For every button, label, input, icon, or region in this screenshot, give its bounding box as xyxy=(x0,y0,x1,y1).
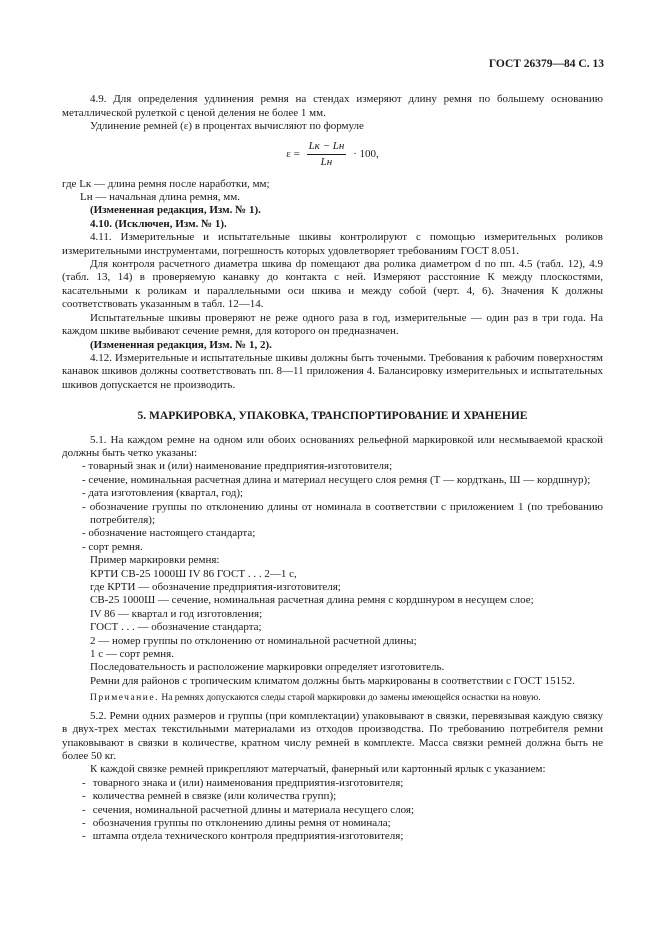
formula-definition-2: Lн — начальная длина ремня, мм. xyxy=(80,191,240,204)
clause-4-12: 4.12. Измерительные и испытательные шкивы должны быть точеными. Требования к рабочим поверхностям канавок шкивов должны соответствовать пп. 8—11 приложения 4. Балансировку измерительных и испытательных шкивов допускается не производить. xyxy=(62,351,603,391)
example-line: Пример маркировки ремня: xyxy=(90,554,220,567)
formula-numerator: Lк − Lн xyxy=(307,140,347,155)
clause-4-9: 4.9. Для определения удлинения ремня на стендах измеряют длину ремня по большему основанию металлической рулеткой с ценой деления не более 1 мм. xyxy=(62,93,603,119)
list-item: - сечения, номинальной расчетной длины и материала несущего слоя; xyxy=(82,803,415,816)
clause-5-1-tropical: Ремни для районов с тропическим климатом должны быть маркированы в соответствии с ГОСТ 15152. xyxy=(90,674,575,687)
clause-4-9-formula-intro: Удлинение ремней (ε) в процентах вычисляют по формуле xyxy=(90,120,364,133)
list-item: - товарного знака и (или) наименования предприятия-изготовителя; xyxy=(82,776,404,789)
list-item: - дата изготовления (квартал, год); xyxy=(82,487,244,500)
section-5-heading: 5. МАРКИРОВКА, УПАКОВКА, ТРАНСПОРТИРОВАНИЕ И ХРАНЕНИЕ xyxy=(137,410,528,423)
formula-rhs: · 100, xyxy=(353,147,379,160)
list-item: - обозначения группы по отклонению длины ремня от номинала; xyxy=(82,817,391,829)
clause-5-2-label-intro: К каждой связке ремней прикрепляют матерчатый, фанерный или картонный ярлык с указанием: xyxy=(90,763,546,776)
example-line: где КРТИ — обозначение предприятия-изготовителя; xyxy=(90,581,341,593)
formula-lhs: ε = xyxy=(286,147,300,160)
clause-4-11-testing: Испытательные шкивы проверяют не реже одного раза в год, измерительные — один раз в три года. На каждом шкиве выбивают сечение ремня, для которого он предназначен. xyxy=(62,311,603,338)
list-item: - товарный знак и (или) наименование предприятия-изготовителя; xyxy=(82,460,393,473)
example-line: КРТИ СВ-25 1000Ш IV 86 ГОСТ . . . 2—1 с, xyxy=(90,567,297,580)
marking-list xyxy=(62,460,603,554)
example-line: 1 с — сорт ремня. xyxy=(90,648,174,661)
clause-5-1-sequence: Последовательность и расположение маркировки определяет изготовитель. xyxy=(90,661,445,674)
elongation-formula xyxy=(62,140,603,170)
example-line: IV 86 — квартал и год изготовления; xyxy=(90,607,263,620)
clause-5-1: 5.1. На каждом ремне на одном или обоих основаниях рельефной маркировкой или несмываемой краской должны быть четко указаны: xyxy=(62,433,603,459)
clause-4-11: 4.11. Измерительные и испытательные шкивы контролируют с помощью измерительных роликов измерительными инструментами, погрешность которых удовлетворяет требованиям ГОСТ 8.051. xyxy=(62,231,603,257)
clause-4-10: 4.10. (Исключен, Изм. № 1). xyxy=(90,217,227,230)
list-item: - обозначение группы по отклонению длины от номинала в соответствии с приложением 1 (по требованию потребителя); xyxy=(82,500,603,526)
list-item: - сечение, номинальная расчетная длина и материал несущего слоя ремня (Т — кордткань, Ш — кордшнур); xyxy=(82,473,591,486)
label-list xyxy=(62,777,603,844)
note xyxy=(62,693,603,705)
list-item: - количества ремней в связке (или количества групп); xyxy=(82,790,337,803)
formula-definition-1: где Lк — длина ремня после наработки, мм; xyxy=(62,177,270,190)
page-header: ГОСТ 26379—84 С. 13 xyxy=(488,58,604,70)
list-item: - сорт ремня. xyxy=(82,540,143,553)
marking-example xyxy=(62,554,603,661)
list-item: - обозначение настоящего стандарта; xyxy=(82,527,256,540)
example-line: 2 — номер группы по отклонению от номинальной расчетной длины; xyxy=(90,634,417,647)
amendment-note-1: (Измененная редакция, Изм. № 1). xyxy=(90,204,261,217)
formula-denominator: Lн xyxy=(320,156,333,169)
note-text: На ремнях допускаются следы старой маркировки до замены имеющейся оснастки на новую. xyxy=(161,693,541,704)
clause-4-11-control: Для контроля расчетного диаметра шкива dр помещают два ролика диаметром d по пп. 4.5 (табл. 12), 4.9 (табл. 13, 14) в проверяемую канавку до контакта с ней. Измеряют расстояние К между плоскостями, касательными к роликам и параллельными оси шкива и между собой (черт. 4, 6). Значения К должны соответствовать указанным в табл. 12—14. xyxy=(62,258,603,311)
example-line: ГОСТ . . . — обозначение стандарта; xyxy=(90,621,262,634)
formula-fraction xyxy=(307,140,347,170)
list-item: - штампа отдела технического контроля предприятия-изготовителя; xyxy=(82,830,404,843)
amendment-note-2: (Измененная редакция, Изм. № 1, 2). xyxy=(90,338,272,351)
clause-5-2: 5.2. Ремни одних размеров и группы (при комплектации) упаковывают в связки, перевязывая каждую связку в двух-трех местах текстильными материалами из отходов производства. По требованию потребителя ремни упаковывают в связки в количестве, кратном числу ремней в комплекте. Масса связки ремней должна быть не более 50 кг. xyxy=(62,709,603,762)
note-label: Примечание. xyxy=(90,693,159,704)
example-line: СВ-25 1000Ш — сечение, номинальная расчетная длина ремня с кордшнуром в несущем слое; xyxy=(90,594,534,607)
